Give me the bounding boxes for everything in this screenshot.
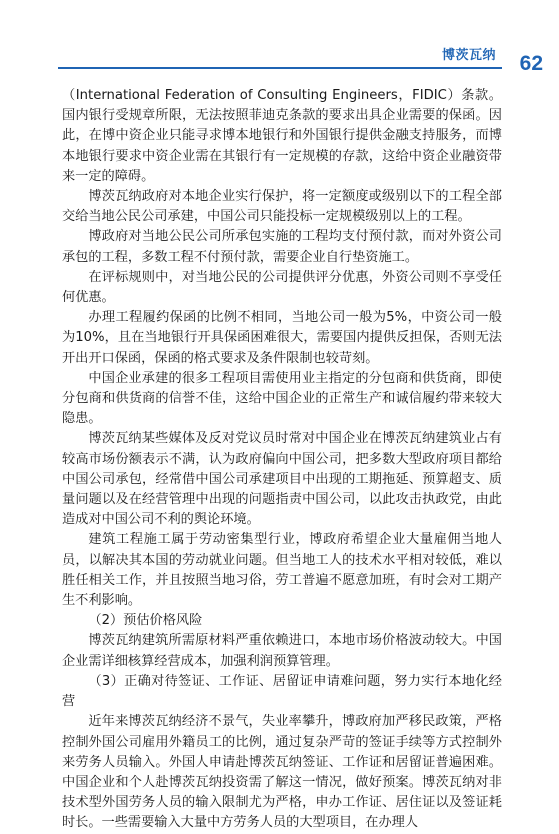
page-number: 62: [519, 52, 543, 75]
paragraph: 办理工程履约保函的比例不相同，当地公司一般为5%，中资公司一般为10%，且在当地银行开具保函困难很大，需要国内提供反担保，否则无法开出开口保函，保函的格式要求及条件限制也较苛刻。: [62, 310, 502, 366]
subheading: （2）预估价格风险: [88, 613, 203, 629]
paragraph: 博茨瓦纳政府对本地企业实行保护，将一定额度或级别以下的工程全部交给当地公民公司承建，中国公司只能投标一定规模级别以上的工程。: [62, 189, 502, 225]
paragraph: 建筑工程施工属于劳动密集型行业，博政府希望企业大量雇佣当地人员，以解决其本国的劳动就业问题。但当地工人的技术水平相对较低，难以胜任相关工作，并且按照当地习俗，劳工普遍不愿意加班，有时会对工期产生不利影响。: [62, 532, 502, 609]
running-title: 博茨瓦纳: [441, 48, 496, 63]
body-text: [62, 86, 502, 834]
header-rule: [58, 67, 502, 69]
subheading: （3）正确对待签证、工作证、居留证申请难问题，努力实行本地化经营: [62, 673, 502, 710]
paragraph: 博茨瓦纳某些媒体及反对党议员时常对中国企业在博茨瓦纳建筑业占有较高市场份额表示不满，认为政府偏向中国公司，把多数大型政府项目都给中国公司承包，经常借中国公司承建项目中出现的工期拖延、预算超支、质量问题以及在经营管理中出现的问题指责中国公司，以此攻击执政党，由此造成对中国公司不利的舆论环境。: [62, 431, 502, 528]
paragraph: 近年来博茨瓦纳经济不景气，失业率攀升，博政府加严移民政策，严格控制外国公司雇用外籍员工的比例，通过复杂严苛的签证手续等方式控制外来劳务人员输入。外国人申请赴博茨瓦纳签证、工作证和居留证普遍困难。中国企业和个人赴博茨瓦纳投资需了解这一情况，做好预案。博茨瓦纳对非技术型外国劳务人员的输入限制尤为严格，申办工作证、居住证以及签证耗时长。一些需要输入大量中方劳务人员的大型项目，在办理人: [62, 714, 502, 831]
paragraph: 博茨瓦纳建筑所需原材料严重依赖进口，本地市场价格波动较大。中国企业需详细核算经营成本，加强利润预算管理。: [62, 633, 502, 669]
running-header: [0, 0, 559, 86]
paragraph: 在评标规则中，对当地公民的公司提供评分优惠，外资公司则不享受任何优惠。: [62, 269, 502, 306]
paragraph: 中国企业承建的很多工程项目需使用业主指定的分包商和供货商，即使分包商和供货商的信誉不佳，这给中国企业的正常生产和诚信履约带来较大隐患。: [62, 370, 502, 427]
paragraph: 博政府对当地公民公司所承包实施的工程均支付预付款，而对外资公司承包的工程，多数工程不付预付款，需要企业自行垫资施工。: [62, 229, 502, 265]
paragraph: （International Federation of Consulting Engineers，FIDIC）条款。国内银行受规章所限，无法按照菲迪克条款的要求出具企业需要的保函。因此，在博中资企业只能寻求博本地银行和外国银行提供金融支持服务，而博本地银行要求中资企业需在其银行有一定规模的存款，这给中资企业融资带来一定的障碍。: [62, 88, 502, 184]
